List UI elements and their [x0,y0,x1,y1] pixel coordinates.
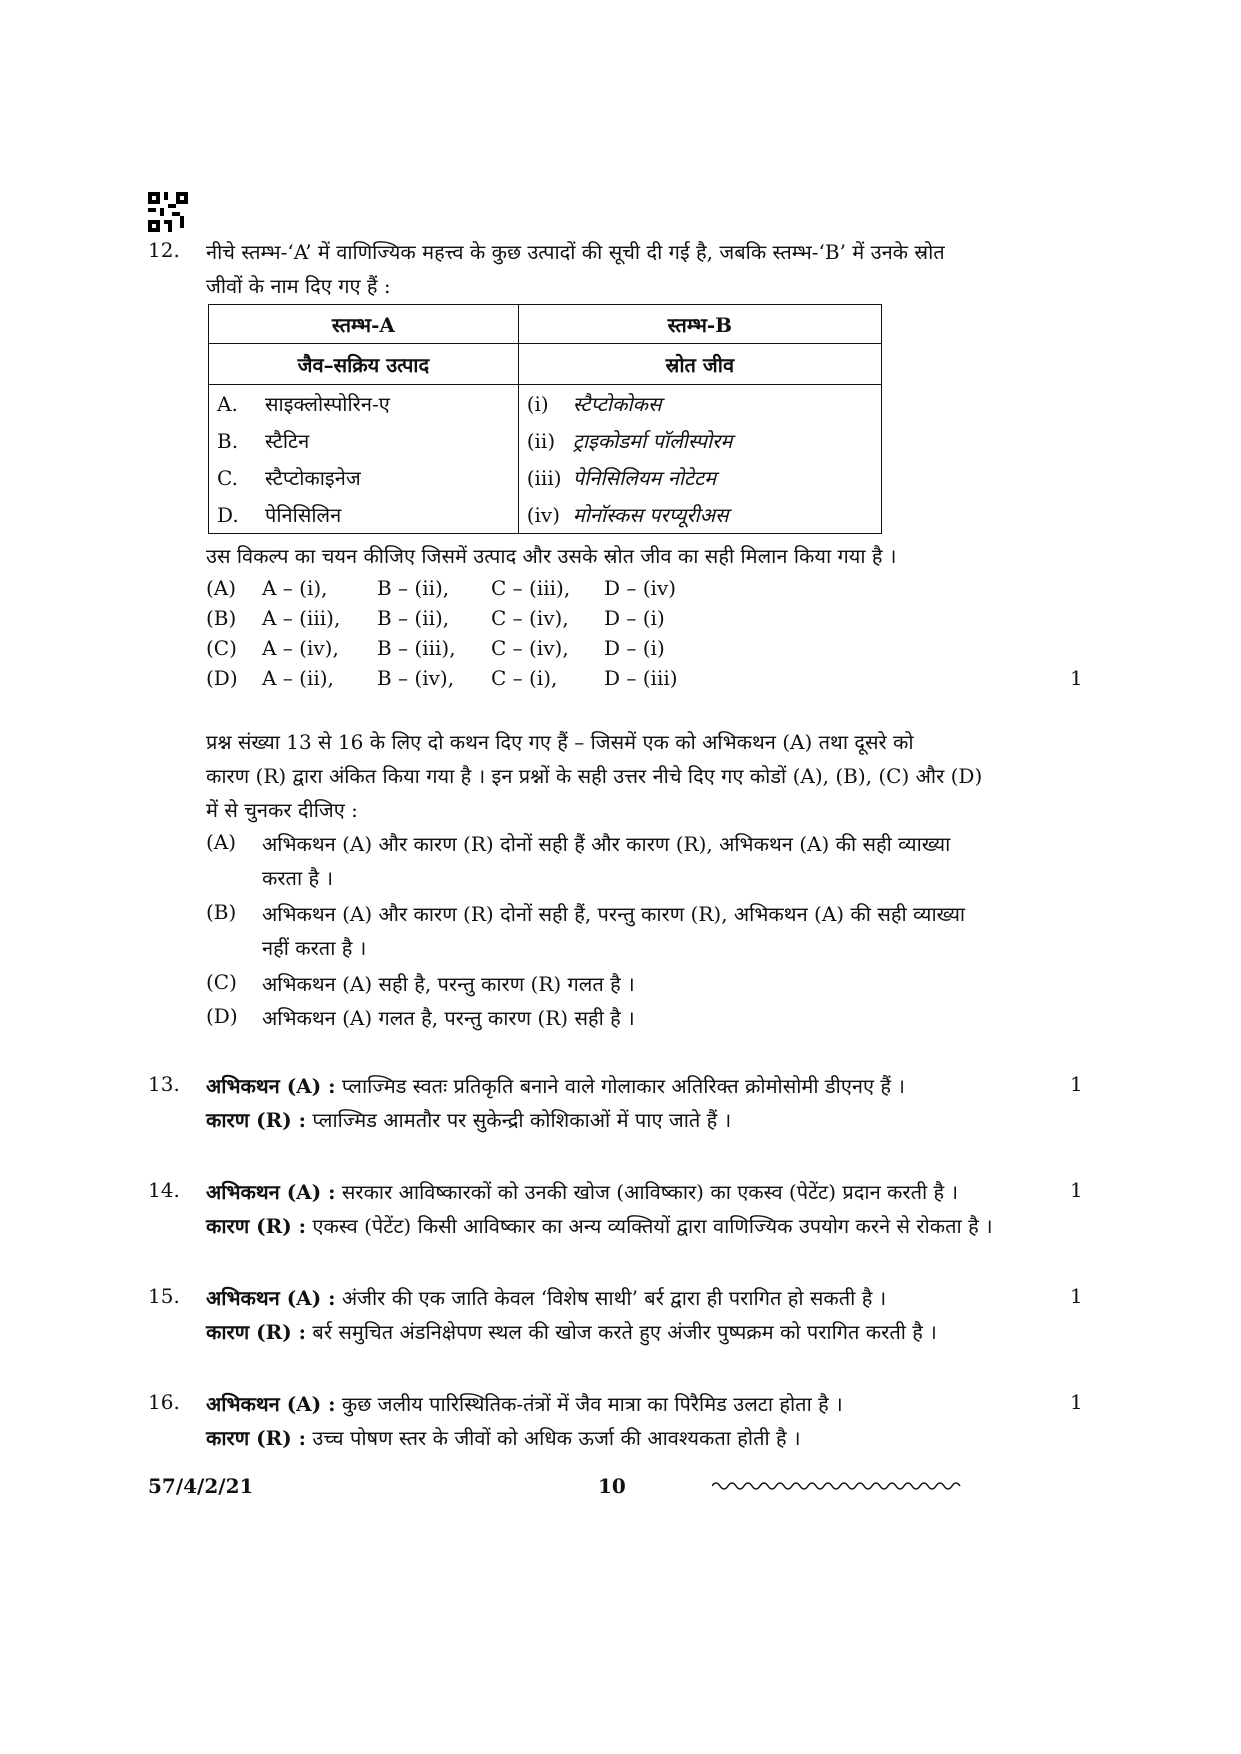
assertion-label: अभिकथन (A) : [206,1180,336,1204]
option-part: A – (iii), [262,606,341,630]
answer-option[interactable] [206,606,665,630]
paper-code: 57/4/2/21 [148,1474,254,1498]
row-label: C. [217,466,238,490]
marks-label: 1 [1070,1178,1083,1202]
option-part: D – (iv) [604,576,677,600]
option-part: D – (iii) [604,666,678,690]
option-part: D – (i) [604,606,665,630]
product-name: स्टैप्टोकाइनेज [265,466,361,490]
marks-label: 1 [1070,1284,1083,1308]
option-part: B – (ii), [377,576,450,600]
code-text: अभिकथन (A) और कारण (R) दोनों सही हैं और कारण (R), अभिकथन (A) की सही व्याख्या [262,832,951,856]
instruction-text: में से चुनकर दीजिए : [206,798,358,822]
organism-name: पेनिसिलियम नोटेटम [572,466,717,490]
question-number: 15. [148,1284,180,1308]
assertion-line [206,1178,958,1205]
row-label: A. [217,392,238,416]
code-text: अभिकथन (A) सही है, परन्तु कारण (R) गलत है । [262,972,635,996]
option-part: A – (ii), [262,666,334,690]
reason-line [206,1318,937,1345]
question-number: 16. [148,1390,180,1414]
question-number: 14. [148,1178,180,1202]
assertion-label: अभिकथन (A) : [206,1392,336,1416]
table-row [209,496,882,534]
table-row [209,422,882,459]
reason-label: कारण (R) : [206,1426,307,1450]
option-part: C – (iii), [491,576,571,600]
option-part: C – (i), [491,666,558,690]
assertion-text: सरकार आविष्कारकों को उनकी खोज (आविष्कार) का एकस्व (पेटेंट) प्रदान करती है । [341,1180,959,1204]
option-key: (C) [206,636,237,660]
code-text: करता है । [262,866,334,890]
code-key: (C) [206,970,237,994]
reason-text: बर्र समुचित अंडनिक्षेपण स्थल की खोज करते हुए अंजीर पुष्पक्रम को परागित करती है । [312,1320,937,1344]
reason-label: कारण (R) : [206,1320,307,1344]
code-text: नहीं करता है । [262,936,367,960]
option-part: C – (iv), [491,606,569,630]
option-part: B – (ii), [377,606,450,630]
organism-name: मोनॉस्कस परप्यूरीअस [572,503,729,527]
assertion-line [206,1390,843,1417]
assertion-label: अभिकथन (A) : [206,1074,336,1098]
option-key: (A) [206,576,237,600]
row-label: B. [217,429,239,453]
column-b-title: स्तम्भ-B [518,305,881,344]
column-a-subtitle: जैव–सक्रिय उत्पाद [209,344,519,385]
code-text: अभिकथन (A) और कारण (R) दोनों सही हैं, परन्तु कारण (R), अभिकथन (A) की सही व्याख्या [262,902,966,926]
instruction-text: प्रश्न संख्या 13 से 16 के लिए दो कथन दिए गए हैं – जिसमें एक को अभिकथन (A) तथा दूसरे को [206,730,914,754]
option-part: B – (iv), [377,666,455,690]
option-key: (D) [206,666,238,690]
code-key: (D) [206,1004,238,1028]
assertion-text: कुछ जलीय पारिस्थितिक-तंत्रों में जैव मात्रा का पिरैमिड उलटा होता है । [341,1392,843,1416]
row-label: D. [217,503,239,527]
reason-text: उच्च पोषण स्तर के जीवों को अधिक ऊर्जा की आवश्यकता होती है । [312,1426,801,1450]
question-prompt: उस विकल्प का चयन कीजिए जिसमें उत्पाद और उसके स्रोत जीव का सही मिलान किया गया है । [206,544,897,568]
wavy-line-icon [712,1480,962,1492]
assertion-label: अभिकथन (A) : [206,1286,336,1310]
row-label: (iv) [526,503,561,527]
page-number: 10 [598,1474,626,1498]
instruction-text: कारण (R) द्वारा अंकित किया गया है । इन प्रश्नों के सही उत्तर नीचे दिए गए कोडों (A), (B), (C) और (D) [206,764,983,788]
assertion-text: प्लाज्मिड स्वतः प्रतिकृति बनाने वाले गोलाकार अतिरिक्त क्रोमोसोमी डीएनए हैं । [341,1074,905,1098]
organism-name: ट्राइकोडर्मा पॉलीस्पोरम [572,429,733,453]
product-name: साइक्लोस्पोरिन-ए [265,392,390,416]
code-key: (A) [206,830,237,854]
marks-label: 1 [1070,1390,1083,1414]
code-text: अभिकथन (A) गलत है, परन्तु कारण (R) सही है । [262,1006,635,1030]
reason-line [206,1212,993,1239]
answer-option[interactable] [206,636,665,660]
option-part: C – (iv), [491,636,569,660]
answer-option[interactable] [206,666,678,690]
question-text: जीवों के नाम दिए गए हैं : [206,274,391,298]
option-part: B – (iii), [377,636,456,660]
row-label: (ii) [526,429,556,453]
assertion-text: अंजीर की एक जाति केवल ‘विशेष साथी’ बर्र द्वारा ही परागित हो सकती है । [341,1286,887,1310]
answer-option[interactable] [206,576,676,600]
assertion-line [206,1284,886,1311]
match-table [208,304,882,534]
reason-line [206,1106,731,1133]
question-number: 12. [148,238,180,262]
row-label: (i) [526,392,549,416]
reason-text: एकस्व (पेटेंट) किसी आविष्कार का अन्य व्यक्तियों द्वारा वाणिज्यिक उपयोग करने से रोकता है । [312,1214,993,1238]
assertion-line [206,1072,905,1099]
question-number: 13. [148,1072,180,1096]
reason-text: प्लाज्मिड आमतौर पर सुकेन्द्री कोशिकाओं में पाए जाते हैं । [312,1108,732,1132]
organism-name: स्टैप्टोकोकस [572,392,662,416]
table-row [209,385,882,423]
option-part: A – (iv), [262,636,339,660]
reason-label: कारण (R) : [206,1214,307,1238]
table-row [209,459,882,496]
row-label: (iii) [526,466,562,490]
option-key: (B) [206,606,237,630]
reason-line [206,1424,801,1451]
reason-label: कारण (R) : [206,1108,307,1132]
option-part: A – (i), [262,576,328,600]
qr-code-icon [148,192,188,232]
code-key: (B) [206,900,237,924]
marks-label: 1 [1070,666,1083,690]
option-part: D – (i) [604,636,665,660]
column-b-subtitle: स्रोत जीव [518,344,881,385]
column-a-title: स्तम्भ-A [209,305,519,344]
product-name: पेनिसिलिन [265,503,342,527]
product-name: स्टैटिन [265,429,310,453]
marks-label: 1 [1070,1072,1083,1096]
question-text: नीचे स्तम्भ-‘A’ में वाणिज्यिक महत्त्व के कुछ उत्पादों की सूची दी गई है, जबकि स्तम्भ-‘B’ में उनके स्रोत [206,240,945,264]
